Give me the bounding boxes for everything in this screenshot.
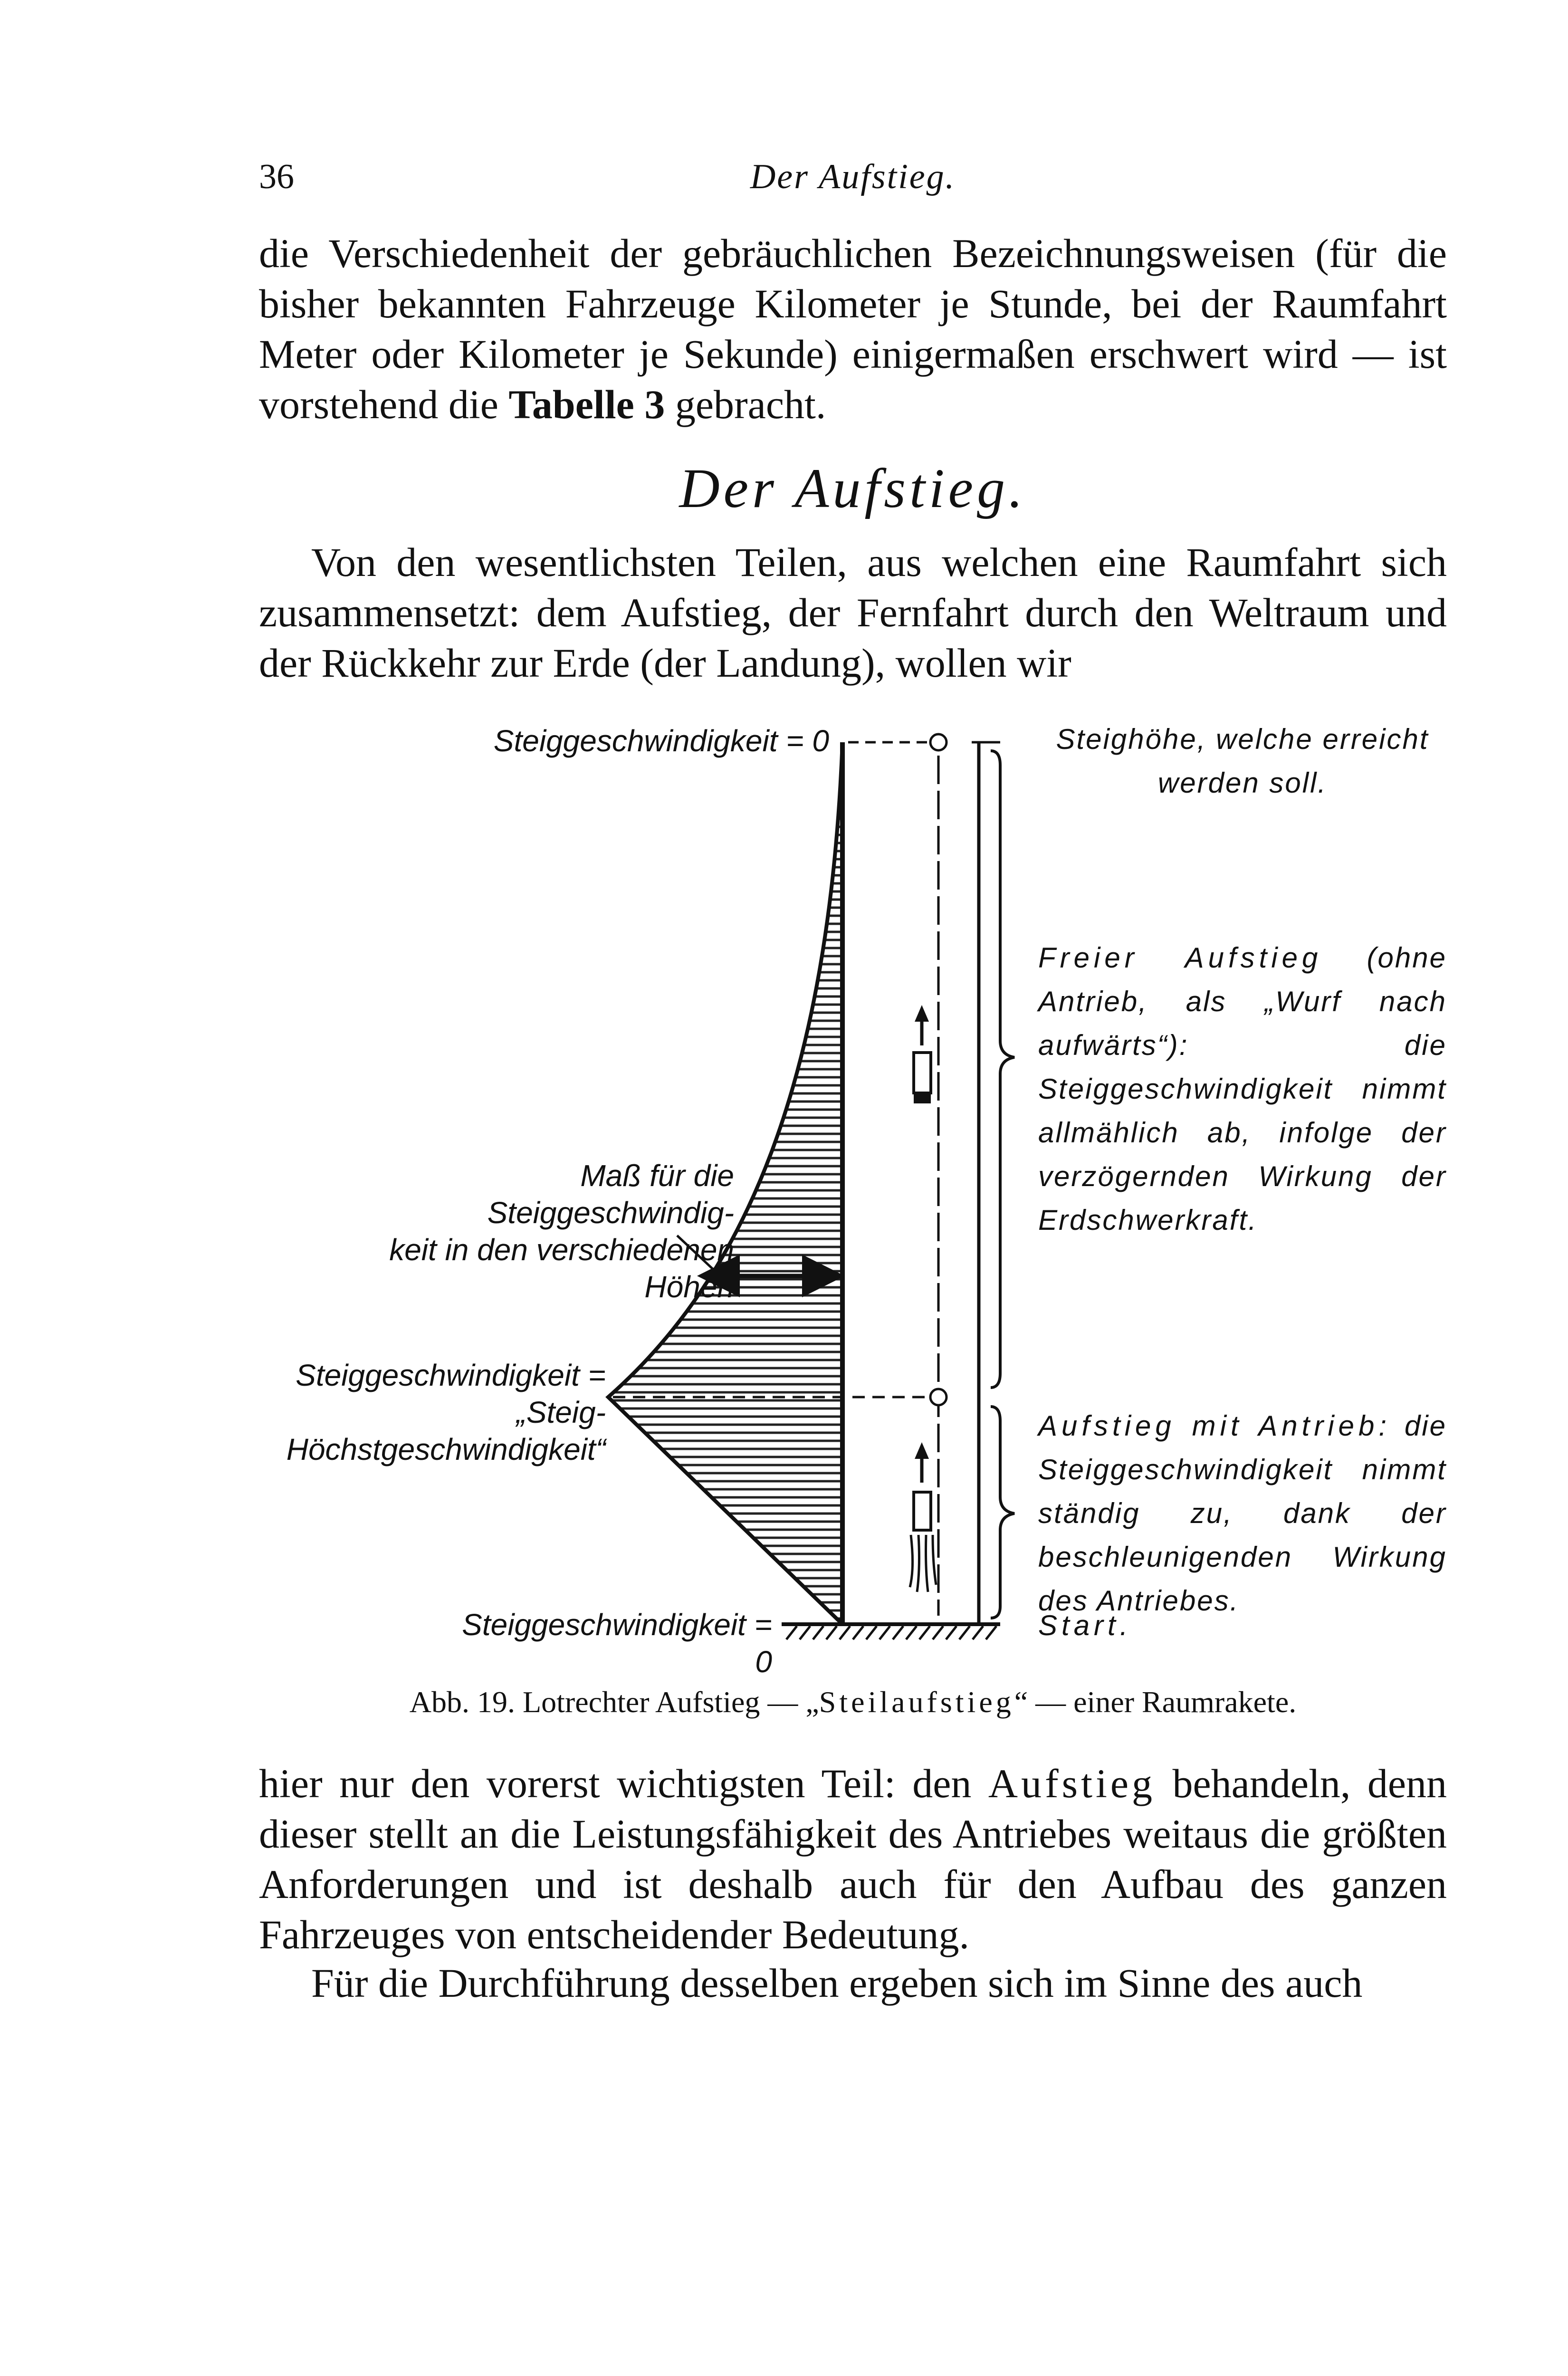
ground-hatch-line xyxy=(786,1626,797,1639)
burnout-marker xyxy=(930,1389,947,1405)
label-max-speed-line-1: Steiggeschwindigkeit = xyxy=(296,1358,606,1392)
label-start: Start. xyxy=(1038,1610,1132,1641)
paragraph-1 xyxy=(259,228,1447,430)
brace-free-ascent xyxy=(991,751,1014,1388)
brace-powered-ascent xyxy=(991,1407,1014,1618)
ascent-figure xyxy=(259,713,1447,1679)
label-free-ascent-title: Freier Aufstieg xyxy=(1038,942,1322,974)
label-powered-ascent-title: Aufstieg mit Antrieb: xyxy=(1038,1410,1391,1442)
caption-spaced: Steilaufstieg xyxy=(819,1685,1014,1719)
label-powered-ascent-text: die Steiggeschwindigkeit nimmt ständig zu, dank der beschleunigenden Wirkung des Antriebes. xyxy=(1038,1410,1447,1617)
label-max-speed xyxy=(264,1357,606,1468)
label-max-speed-line-2: „Steig-Höchstgeschwindigkeit“ xyxy=(286,1395,606,1466)
paragraph-1-text-b: gebracht. xyxy=(665,382,826,427)
paragraph-3-text-b: behandeln, denn dieser stellt an die Leistungsfähigkeit des Antriebes weitaus die größten Anforderungen und ist deshalb auch für den Aufbau des ganzen Fahrzeuges von entscheidender Bedeutung. xyxy=(259,1761,1447,1957)
ground-hatch-line xyxy=(946,1626,956,1639)
label-target-height-line-1: Steighöhe, welche erreicht xyxy=(1056,723,1429,755)
ground-hatch-line xyxy=(933,1626,943,1639)
ground-hatch-line xyxy=(959,1626,970,1639)
rocket-powered-ascent xyxy=(910,1442,936,1592)
ground-hatch-line xyxy=(840,1626,850,1639)
label-target-height-line-2: werden soll. xyxy=(1157,767,1328,799)
running-title: Der Aufstieg. xyxy=(750,157,956,196)
figure-caption xyxy=(259,1685,1447,1720)
label-free-ascent xyxy=(1038,936,1447,1242)
label-measure xyxy=(344,1157,734,1305)
ground-hatch-line xyxy=(813,1626,823,1639)
ascent-term: Aufstieg xyxy=(988,1761,1156,1806)
ground-hatch-line xyxy=(973,1626,983,1639)
ground-hatch-line xyxy=(866,1626,877,1639)
ground-hatching xyxy=(786,1626,996,1639)
page-header xyxy=(259,157,1447,214)
paragraph-2: Von den wesentlichsten Teilen, aus welchen eine Raumfahrt sich zusammensetzt: dem Aufstieg, der Fernfahrt durch den Weltraum und der Rückkehr zur Erde (der Landung), wollen wir xyxy=(259,539,1447,686)
paragraph-1-text-a: die Verschiedenheit der gebräuchlichen Bezeichnungsweisen (für die bisher bekannten Fahrzeuge Kilometer je Stunde, bei der Raumfahrt Meter oder Kilometer je Sekunde) einigermaßen erschwert wird — ist vorstehend die xyxy=(259,230,1447,427)
caption-text-a: Abb. 19. Lotrechter Aufstieg — „ xyxy=(409,1685,819,1719)
label-bottom-speed-zero: Steiggeschwindigkeit = 0 xyxy=(462,1608,772,1679)
ground-hatch-line xyxy=(853,1626,863,1639)
ground-hatch-line xyxy=(919,1626,930,1639)
ground-hatch-line xyxy=(906,1626,917,1639)
caption-text-b: “ — einer Raumrakete. xyxy=(1014,1685,1297,1719)
rocket-free-ascent xyxy=(914,1005,931,1103)
ground-hatch-line xyxy=(893,1626,903,1639)
ground-hatch-line xyxy=(826,1626,837,1639)
paragraph-3 xyxy=(259,1758,1447,1960)
label-measure-line-1: Maß für die Steiggeschwindig- xyxy=(487,1159,734,1230)
label-top-speed-zero: Steiggeschwindigkeit = 0 xyxy=(493,724,829,758)
paragraph-4: Für die Durchführung desselben ergeben sich im Sinne des auch xyxy=(311,1960,1363,2006)
ground-hatch-line xyxy=(880,1626,890,1639)
paragraph-3-text-a: hier nur den vorerst wichtigsten Teil: den xyxy=(259,1761,988,1806)
label-target-height xyxy=(1038,718,1447,805)
label-measure-line-2: keit in den verschiedenen Höhen xyxy=(389,1233,734,1304)
top-marker xyxy=(930,734,947,750)
ground-hatch-line xyxy=(800,1626,810,1639)
label-powered-ascent xyxy=(1038,1404,1447,1623)
table-reference: Tabelle 3 xyxy=(508,382,665,427)
ground-hatch-line xyxy=(986,1626,996,1639)
section-heading: Der Aufstieg. xyxy=(679,457,1027,519)
label-free-ascent-text: (ohne Antrieb, als „Wurf nach aufwärts“): die Steiggeschwindigkeit nimmt allmählich ab, infolge der verzögernden Wirkung der Erdschwerkraft. xyxy=(1038,942,1447,1236)
page-number: 36 xyxy=(259,157,294,196)
